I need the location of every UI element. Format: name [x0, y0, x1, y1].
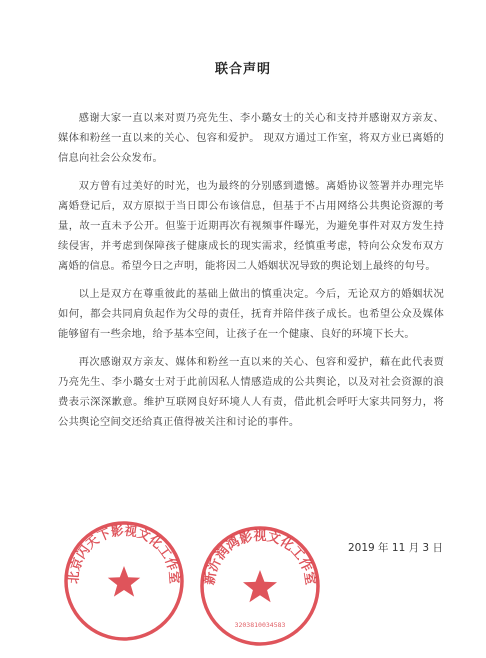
paragraph-4: 再次感谢双方亲友、媒体和粉丝一直以来的关心、包容和爱护，藉在此代表贾乃亮先生、李小璐女士对于此前因私人情感造成的公共舆论，以及对社会资源的浪费表示深深歉意。维护互联网良好环境人人有责，借此机会呼吁大家共同努力，将公共舆论空间交还给真正值得被关注和讨论的事件。 [58, 356, 444, 428]
company-seal-left [62, 519, 186, 643]
seal-left-text: 北京闪天下影视文化工作室 [65, 522, 183, 585]
company-seal-right [198, 524, 322, 648]
statement-date: 2019 年 11 月 3 日 [348, 542, 443, 554]
star-icon [243, 570, 277, 602]
document-title: 联合声明 [214, 62, 271, 77]
paragraph-2: 双方曾有过美好的时光，也为最终的分别感到遗憾。离婚协议签署并办理完毕离婚登记后，双方原拟于当日即公布该信息，但基于不占用网络公共舆论资源的考量，故一直未予公开。但鉴于近期再次有视频事件曝光，为避免事件对双方发生持续侵害，并考虑到保障孩子健康成长的现实需求，经慎重考虑，特向公众发布双方离婚的信息。希望今日之声明，能将因二人婚姻状况导致的舆论划上最终的句号。 [58, 180, 444, 272]
statement-body [58, 108, 444, 440]
star-icon [108, 566, 140, 597]
paragraph-3: 以上是双方在尊重彼此的基础上做出的慎重决定。今后，无论双方的婚姻状况如何，都会共同肩负起作为父母的责任，抚育并陪伴孩子成长。也希望公众及媒体能够留有一些余地，给予基本空间，让孩子在一个健康、良好的环境下长大。 [58, 288, 444, 340]
seal-right-text: 新沂润鸿影视文化工作室 [202, 529, 318, 587]
paragraph-1: 感谢大家一直以来对贾乃亮先生、李小璐女士的关心和支持并感谢双方亲友、媒体和粉丝一直以来的关心、包容和爱护。 现双方通过工作室，将双方业已离婚的信息向社会公众发布。 [58, 112, 444, 164]
seal-right-code: 3203810034583 [234, 621, 286, 629]
